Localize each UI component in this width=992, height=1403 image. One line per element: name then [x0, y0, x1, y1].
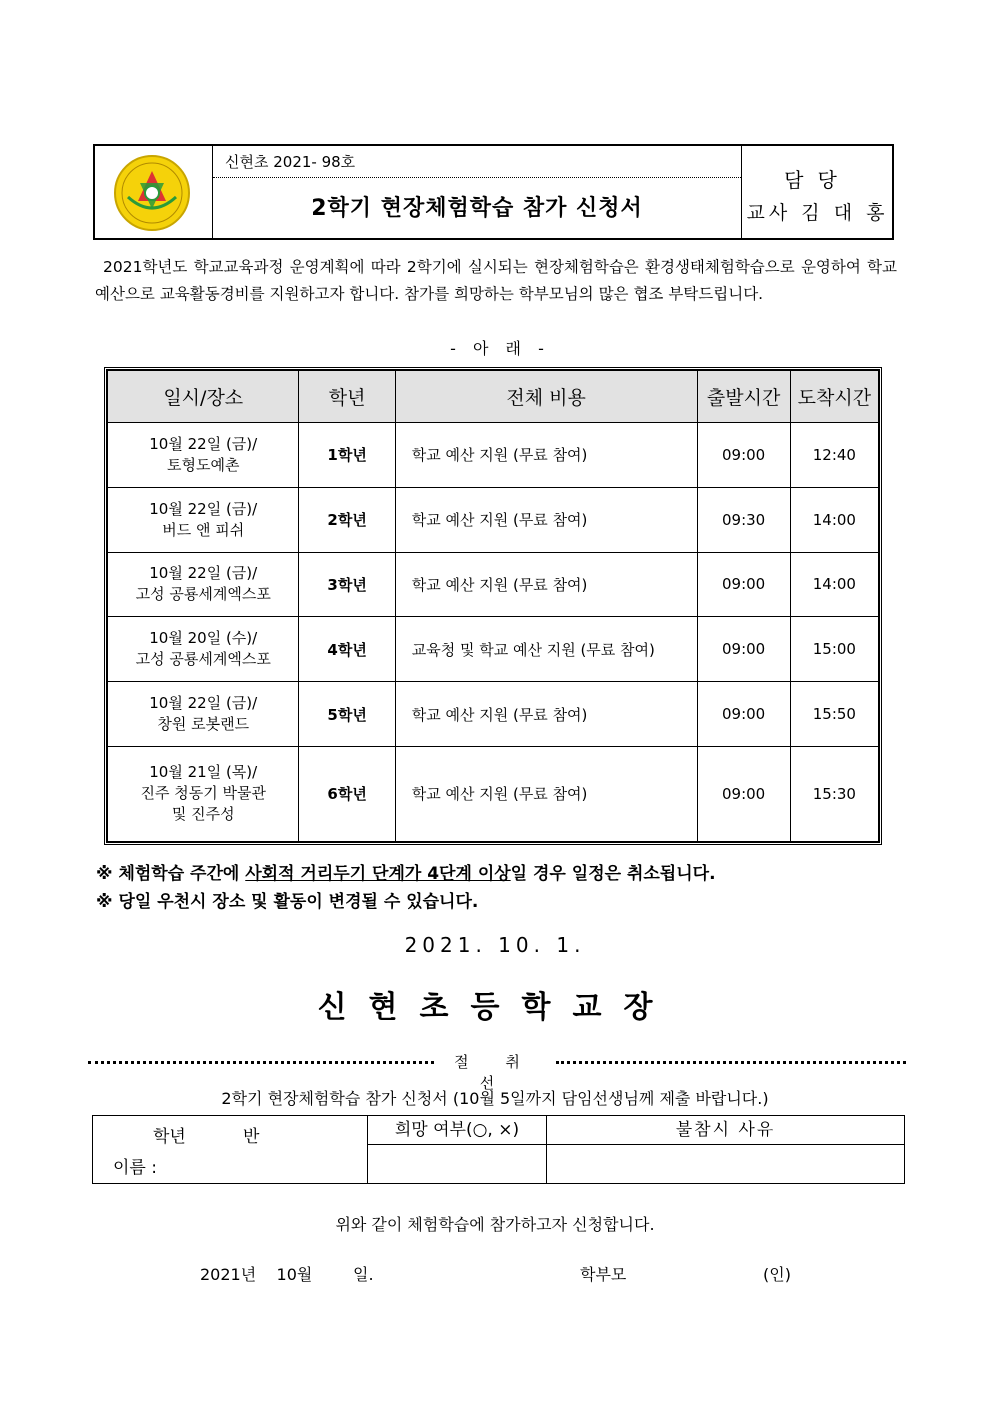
parent-label: 학부모	[580, 1265, 627, 1284]
seal-label: (인)	[763, 1265, 791, 1284]
cost-cell: 교육청 및 학교 예산 지원 (무료 참여)	[395, 617, 697, 682]
header-grade: 학년	[299, 371, 395, 423]
arrive-cell: 12:40	[790, 423, 878, 488]
hope-input-cell[interactable]	[368, 1145, 547, 1183]
cut-line-label: 절 취 선	[454, 1053, 536, 1092]
grade-cell: 4학년	[299, 617, 395, 682]
arrive-cell: 15:00	[790, 617, 878, 682]
depart-cell: 09:00	[697, 617, 790, 682]
charge-label: 담당	[784, 168, 851, 192]
hope-header: 희망 여부(○, ×)	[368, 1116, 547, 1145]
table-row	[108, 423, 879, 488]
cost-cell: 학교 예산 지원 (무료 참여)	[395, 423, 697, 488]
cost-cell: 학교 예산 지원 (무료 참여)	[395, 746, 697, 841]
table-row	[108, 682, 879, 747]
header-date-place: 일시/장소	[108, 371, 299, 423]
issue-date: 2021. 10. 1.	[404, 933, 586, 957]
name-label: 이름 :	[113, 1158, 157, 1178]
depart-cell: 09:30	[697, 487, 790, 552]
grade-cell: 2학년	[299, 487, 395, 552]
schedule-table	[104, 367, 882, 845]
date-place-cell: 10월 22일 (금)/ 창원 로봇랜드	[108, 682, 299, 747]
application-form-table	[92, 1115, 905, 1184]
arrive-cell: 15:50	[790, 682, 878, 747]
charge-teacher-name: 교사 김 대 홍	[746, 202, 889, 224]
date-place-cell: 10월 20일 (수)/ 고성 공룡세계엑스포	[108, 617, 299, 682]
cut-line-left	[88, 1061, 434, 1064]
table-row	[108, 487, 879, 552]
arrive-cell: 14:00	[790, 552, 878, 617]
below-label: - 아 래 -	[450, 339, 550, 358]
form-title: 2학기 현장체험학습 참가 신청서 (10월 5일까지 담임선생님께 제출 바랍니다.)	[221, 1089, 769, 1108]
grade-cell: 6학년	[299, 746, 395, 841]
cut-line-right	[556, 1061, 906, 1064]
charge-cell	[741, 146, 893, 238]
date-place-cell: 10월 21일 (목)/ 진주 청동기 박물관 및 진주성	[108, 746, 299, 841]
grade-label: 학년	[153, 1127, 186, 1147]
school-logo	[114, 155, 190, 231]
depart-cell: 09:00	[697, 746, 790, 841]
arrive-cell: 14:00	[790, 487, 878, 552]
notes	[96, 860, 916, 916]
document-title: 2학기 현장체험학습 참가 신청서	[311, 196, 643, 221]
document-header	[93, 144, 894, 240]
student-info-cell[interactable]	[93, 1116, 368, 1183]
reason-header: 불참시 사유	[547, 1116, 904, 1145]
table-row	[108, 746, 879, 841]
apply-statement: 위와 같이 체험학습에 참가하고자 신청합니다.	[335, 1215, 655, 1234]
date-place-cell: 10월 22일 (금)/ 버드 앤 피쉬	[108, 487, 299, 552]
date-place-cell: 10월 22일 (금)/ 토형도예촌	[108, 423, 299, 488]
header-depart: 출발시간	[697, 371, 790, 423]
header-cost: 전체 비용	[395, 371, 697, 423]
cost-cell: 학교 예산 지원 (무료 참여)	[395, 487, 697, 552]
date-place-cell: 10월 22일 (금)/ 고성 공룡세계엑스포	[108, 552, 299, 617]
cost-cell: 학교 예산 지원 (무료 참여)	[395, 682, 697, 747]
reason-input-cell[interactable]	[547, 1145, 904, 1183]
class-label: 반	[243, 1127, 260, 1147]
document-number: 신현초 2021- 98호	[213, 146, 741, 178]
principal-signature: 신현초등학교장	[317, 990, 675, 1025]
grade-cell: 3학년	[299, 552, 395, 617]
table-header-row	[108, 371, 879, 423]
grade-cell: 1학년	[299, 423, 395, 488]
depart-cell: 09:00	[697, 423, 790, 488]
depart-cell: 09:00	[697, 552, 790, 617]
note-rain: ※ 당일 우천시 장소 및 활동이 변경될 수 있습니다.	[96, 892, 479, 912]
arrive-cell: 15:30	[790, 746, 878, 841]
cost-cell: 학교 예산 지원 (무료 참여)	[395, 552, 697, 617]
logo-cell	[95, 146, 213, 238]
grade-cell: 5학년	[299, 682, 395, 747]
header-arrive: 도착시간	[790, 371, 878, 423]
intro-paragraph: 2021학년도 학교교육과정 운영계획에 따라 2학기에 실시되는 현장체험학습은 환경생태체험학습으로 운영하여 학교 예산으로 교육활동경비를 지원하고자 합니다. 참가를 희망하는 학부모님의 많은 협조 부탁드립니다.	[95, 258, 897, 303]
table-row	[108, 552, 879, 617]
sign-date: 2021년 10월 일.	[200, 1265, 374, 1284]
depart-cell: 09:00	[697, 682, 790, 747]
table-row	[108, 617, 879, 682]
note-cancel: ※ 체험학습 주간에 사회적 거리두기 단계가 4단계 이상일 경우 일정은 취소됩니다.	[96, 864, 716, 884]
